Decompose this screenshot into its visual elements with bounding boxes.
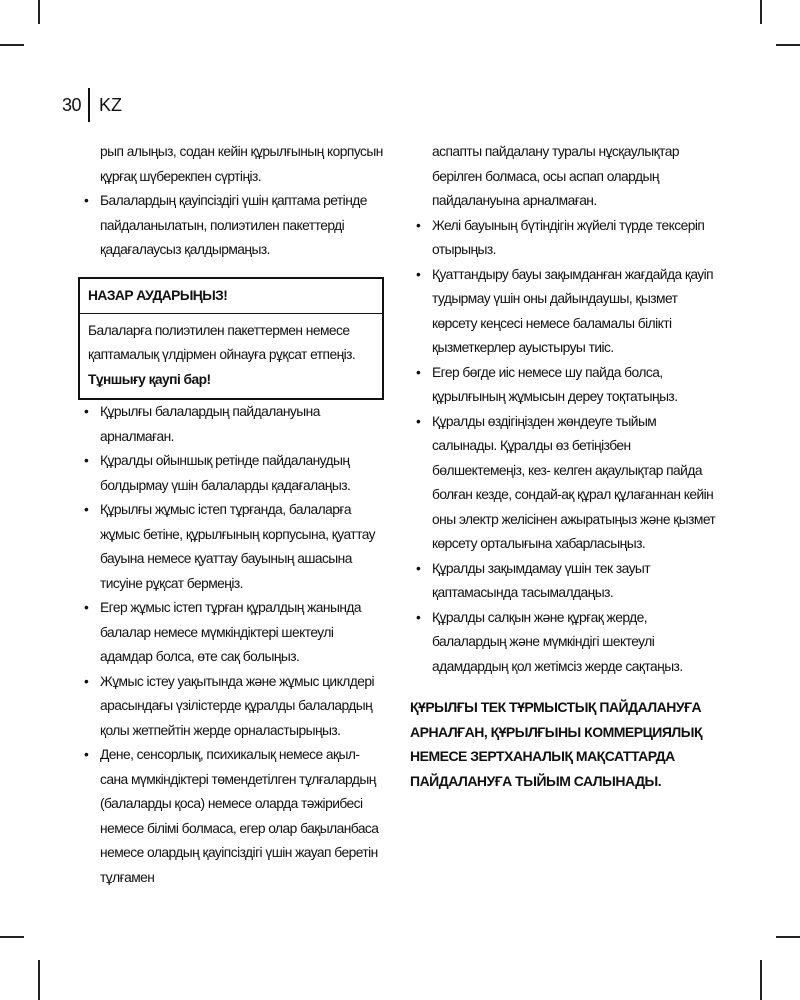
continued-paragraph: аспапты пайдалану туралы нұсқаулықтар берілген болмаса, осы аспап олардың пайдалануына арналмаған. — [432, 144, 679, 208]
crop-mark — [38, 0, 40, 24]
list-item: • Құрылғы жұмыс істеп тұрғанда, балаларға жұмыс бетіне, құрылғының корпусына, қуаттау бауына немесе қуаттау бауының ашасына тисуіне рұқсат бермеңіз. — [78, 498, 384, 596]
list-item: • Балалардың қауіпсіздігі үшін қаптама ретінде пайдаланылатын, полиэтилен пакеттерді қадағалаусыз қалдырмаңыз. — [78, 189, 384, 263]
crop-mark — [776, 44, 800, 46]
continued-paragraph: рып алыңыз, содан кейін құрылғының корпусын құрғақ шүберекпен сүртіңіз. — [100, 144, 383, 184]
list-item: • Құралды ойыншық ретінде пайдаланудың болдырмау үшін балаларды қадағалаңыз. — [78, 449, 384, 498]
page-header — [62, 88, 122, 122]
list-item: • Егер жұмыс істеп тұрған құралдың жанында балалар немесе мүмкіндіктері шектеулі адамдар болса, өте сақ болыңыз. — [78, 596, 384, 670]
warning-text-emphasis: Тұншығу қаупі бар! — [88, 371, 211, 387]
warning-title: НАЗАР АУДАРЫҢЫЗ! — [80, 279, 382, 314]
list-item: • Желі бауының бүтіндігін жүйелі түрде тексеріп отырыңыз. — [410, 214, 722, 263]
crop-mark — [0, 936, 24, 938]
bullet-list — [78, 189, 384, 263]
list-item: • Қуаттандыру бауы зақымданған жағдайда қауіп тудырмау үшін оны дайындаушы, қызмет көрсету кеңсесі немесе баламалы білікті қызметкерлер ауыстыруы тиіс. — [410, 263, 722, 361]
language-code: KZ — [99, 94, 123, 115]
header-divider — [88, 88, 90, 122]
bullet-list — [410, 214, 722, 680]
warning-text-body: Балаларға полиэтилен пакеттермен немесе қаптамалық үлдірмен ойнауға рұқсат етпеңіз. — [88, 322, 356, 362]
crop-mark — [0, 44, 24, 46]
list-item: • Құралды салқын және құрғақ жерде, балалардың және мүмкіндігі шектеулі адамдардың қол жетімсіз жерде сақтаңыз. — [410, 606, 722, 680]
right-column — [410, 140, 722, 793]
commercial-use-notice: ҚҰРЫЛҒЫ ТЕК ТҰРМЫСТЫҚ ПАЙДАЛАНУҒА АРНАЛҒАН, ҚҰРЫЛҒЫНЫ КОММЕРЦИЯЛЫҚ НЕМЕСЕ ЗЕРТХАНАЛЫҚ МАҚСАТТАРДА ПАЙДАЛАНУҒА ТЫЙЫМ САЛЫНАДЫ. — [410, 699, 703, 789]
crop-mark — [776, 936, 800, 938]
list-item: • Егер бөгде иіс немесе шу пайда болса, құрылғының жұмысын дереу тоқтатыңыз. — [410, 361, 722, 410]
bullet-list — [78, 400, 384, 890]
warning-box — [78, 277, 384, 401]
crop-mark — [760, 0, 762, 24]
warning-text — [80, 314, 382, 399]
list-item: • Құралды зақымдамау үшін тек зауыт қаптамасында тасымалдаңыз. — [410, 557, 722, 606]
left-column — [78, 140, 384, 890]
list-item: • Құралды өздігіңізден жөндеуге тыйым салынады. Құралды өз бетіңізбен бөлшектемеңіз, кез- келген ақаулықтар пайда болған кезде, сондай-ақ құрал құлағаннан кейін оны электр желісінен ажыратыңыз және қызмет көрсету орталығына хабарласыңыз. — [410, 410, 722, 557]
crop-mark — [38, 960, 40, 1000]
list-item: • Жұмыс істеу уақытында және жұмыс циклдері арасындағы үзілістерде құралды балалардың қолы жетпейтін жерде орналастырыңыз. — [78, 670, 384, 744]
list-item: • Дене, сенсорлық, психикалық немесе ақыл-сана мүмкіндіктері төмендетілген тұлғалардың (балаларды қоса) немесе оларда тәжірибесі немесе білімі болмаса, егер олар бақыланбаса немесе олардың қауіпсіздігі үшін жауап беретін тұлғамен — [78, 743, 384, 890]
crop-mark — [760, 960, 762, 1000]
list-item: • Құрылғы балалардың пайдалануына арналмаған. — [78, 400, 384, 449]
page-number: 30 — [62, 94, 82, 115]
